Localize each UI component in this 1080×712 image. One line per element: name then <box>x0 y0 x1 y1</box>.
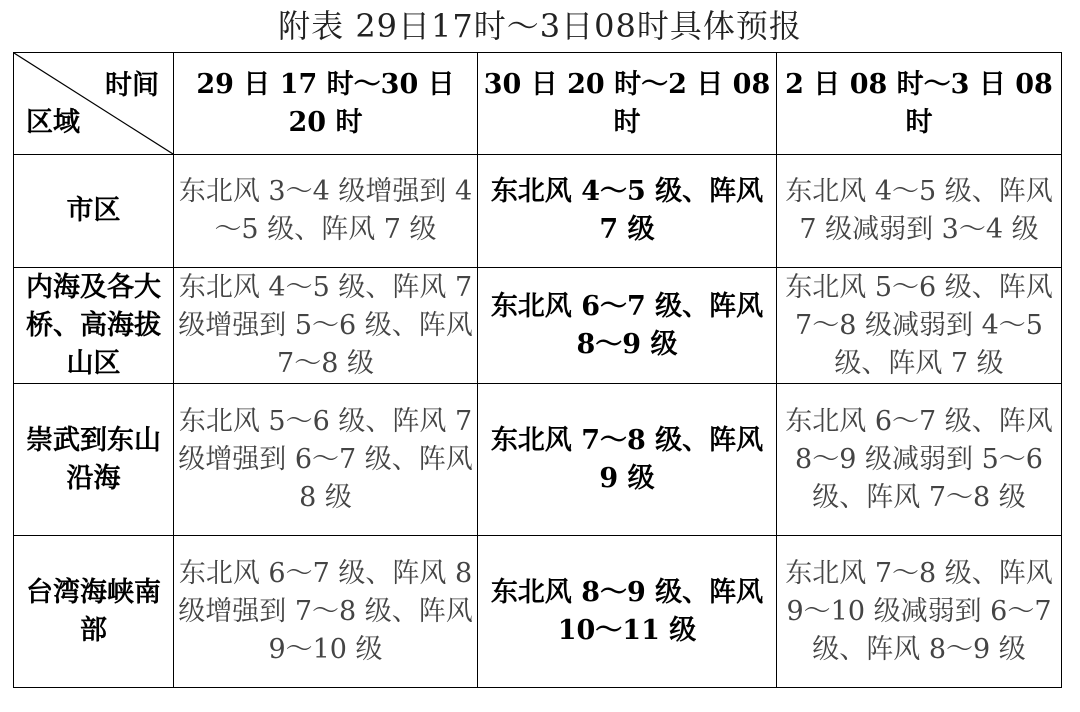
corner-header-cell <box>14 53 174 155</box>
table-row <box>14 536 1062 688</box>
page-title: 附表 29日17时～3日08时具体预报 <box>278 7 802 45</box>
forecast-cell-period-3: 东北风 6～7 级、阵风 8～9 级减弱到 5～6 级、阵风 7～8 级 <box>777 384 1062 536</box>
region-cell: 内海及各大桥、高海拔山区 <box>14 268 174 384</box>
forecast-cell-period-3: 东北风 5～6 级、阵风 7～8 级减弱到 4～5 级、阵风 7 级 <box>777 268 1062 384</box>
forecast-cell-period-2: 东北风 8～9 级、阵风 10～11 级 <box>478 536 777 688</box>
area-header-label: 区域 <box>26 107 80 138</box>
table-row <box>14 268 1062 384</box>
time-header-label: 时间 <box>105 70 159 101</box>
forecast-table <box>13 52 1062 688</box>
period-header-1: 29 日 17 时～30 日 20 时 <box>174 53 478 155</box>
forecast-cell-period-2: 东北风 7～8 级、阵风 9 级 <box>478 384 777 536</box>
header-row <box>14 53 1062 155</box>
forecast-cell-period-2: 东北风 6～7 级、阵风 8～9 级 <box>478 268 777 384</box>
table-row <box>14 384 1062 536</box>
table-row <box>14 155 1062 268</box>
forecast-cell-period-3: 东北风 7～8 级、阵风 9～10 级减弱到 6～7 级、阵风 8～9 级 <box>777 536 1062 688</box>
region-cell: 崇武到东山沿海 <box>14 384 174 536</box>
period-header-2: 30 日 20 时～2 日 08 时 <box>478 53 777 155</box>
period-header-3: 2 日 08 时～3 日 08 时 <box>777 53 1062 155</box>
forecast-cell-period-3: 东北风 4～5 级、阵风 7 级减弱到 3～4 级 <box>777 155 1062 268</box>
forecast-cell-period-2: 东北风 4～5 级、阵风 7 级 <box>478 155 777 268</box>
forecast-cell-period-1: 东北风 4～5 级、阵风 7 级增强到 5～6 级、阵风 7～8 级 <box>174 268 478 384</box>
region-cell: 市区 <box>14 155 174 268</box>
region-cell: 台湾海峡南部 <box>14 536 174 688</box>
forecast-cell-period-1: 东北风 3～4 级增强到 4～5 级、阵风 7 级 <box>174 155 478 268</box>
forecast-cell-period-1: 东北风 6～7 级、阵风 8 级增强到 7～8 级、阵风 9～10 级 <box>174 536 478 688</box>
forecast-cell-period-1: 东北风 5～6 级、阵风 7 级增强到 6～7 级、阵风 8 级 <box>174 384 478 536</box>
